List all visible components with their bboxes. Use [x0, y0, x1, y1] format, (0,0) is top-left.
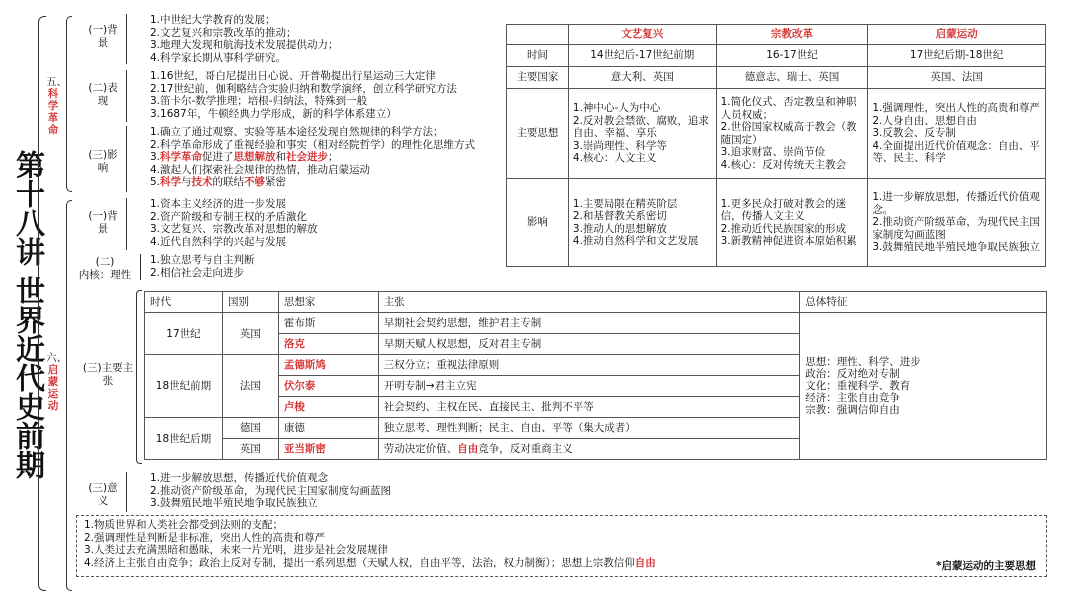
thinker-cell: 康德 — [278, 418, 378, 439]
header-reformation: 宗教改革 — [716, 25, 868, 45]
section-6-name: 启蒙运动 — [47, 364, 59, 412]
list-item: 1.物质世界和人类社会都受到法则的支配； — [84, 519, 284, 531]
claim-cell: 独立思考、理性判断；民主、自由、平等（集大成者） — [378, 418, 800, 439]
table-corner — [507, 25, 569, 45]
sec6-background-brace — [126, 198, 131, 250]
row-label-time: 时间 — [507, 45, 569, 67]
sec6-background-label: (一)背景 — [88, 210, 118, 235]
row-label-country: 主要国家 — [507, 67, 569, 89]
section-5-name: 科学革命 — [47, 88, 59, 136]
sec5-influence-brace — [126, 126, 131, 192]
header-thinker: 思想家 — [278, 292, 378, 313]
sec6-core-brace — [140, 254, 145, 280]
section-6-number: 六、 — [46, 352, 67, 364]
thinker-cell: 卢梭 — [278, 397, 378, 418]
claim-cell: 开明专制→君主立宪 — [378, 376, 800, 397]
sec6-background-list — [150, 198, 318, 248]
table-cell: 1.简化仪式、否定教皇和神职人员权威； 2.世俗国家权威高于教会（教随国定） 3.追求财富、崇尚节俭 4.核心：反对传统天主教会 — [716, 89, 868, 179]
page-title: 第十八讲 世界近代史前期 — [12, 150, 46, 480]
sec5-performance-brace — [126, 70, 131, 122]
table-cell: 1.神中心-人为中心 2.反对教会禁欲、腐败，追求自由、幸福、享乐 3.崇尚理性、科学等 4.核心：人文主义 — [568, 89, 716, 179]
thinker-cell: 霍布斯 — [278, 313, 378, 334]
list-item: 2.17世纪前，伽利略结合实验归纳和数学演绎，创立科学研究方法 — [150, 82, 457, 95]
list-item: 1.中世纪大学教育的发展； — [150, 14, 276, 26]
thinker-cell: 洛克 — [278, 334, 378, 355]
outer-brace — [38, 16, 46, 591]
philosophers-table — [144, 291, 1047, 460]
thinker-cell: 孟德斯鸠 — [278, 355, 378, 376]
era-cell: 18世纪前期 — [145, 355, 223, 418]
list-item: 4.经济上主张自由竞争；政治上反对专制，提出一系列思想（天赋人权，自由平等，法治，权力制衡）；思想上宗教信仰自由 — [84, 556, 656, 569]
list-item: 2.文艺复兴和宗教改革的推动； — [150, 26, 297, 39]
header-era: 时代 — [145, 292, 223, 313]
claim-cell: 三权分立；重视法律原则 — [378, 355, 800, 376]
list-item: 2.推动资产阶级革命，为现代民主国家制度勾画蓝图 — [150, 484, 392, 497]
header-country: 国别 — [222, 292, 278, 313]
table-cell: 意大利、英国 — [568, 67, 716, 89]
header-enlightenment: 启蒙运动 — [868, 25, 1046, 45]
header-renaissance: 文艺复兴 — [568, 25, 716, 45]
claim-cell: 劳动决定价值、自由竞争，反对重商主义 — [378, 439, 800, 460]
table-cell: 1.更多民众打破对教会的迷信，传播人文主义 2.推动近代民族国家的形成 3.新教精神促进资本原始积累 — [716, 179, 868, 267]
country-cell: 法国 — [222, 355, 278, 418]
list-item: 3.鼓舞殖民地半殖民地争取民族独立 — [150, 497, 318, 510]
table-cell: 英国、法国 — [868, 67, 1046, 89]
sec6-meaning-label: (三)意义 — [88, 482, 118, 507]
list-item: 1.进一步解放思想，传播近代价值观念 — [150, 472, 329, 484]
section-6-brace — [66, 200, 72, 591]
row-label-thought: 主要思想 — [507, 89, 569, 179]
claim-cell: 社会契约、主权在民、直接民主、批判不平等 — [378, 397, 800, 418]
thinker-cell: 伏尔泰 — [278, 376, 378, 397]
sec5-influence-label: (三)影响 — [88, 149, 118, 174]
feature-cell: 思想：理性、科学、进步 政治：反对绝对专制 文化：重视科学、教育 经济：主张自由竞争 宗教：强调信仰自由 — [800, 313, 1047, 460]
list-item: 2.相信社会走向进步 — [150, 266, 245, 279]
header-claim: 主张 — [378, 292, 800, 313]
sec6-core-list — [150, 254, 255, 279]
list-item: 3.地理大发现和航海技术发展提供动力； — [150, 39, 339, 52]
list-item: 3.1687年，牛顿经典力学形成，新的科学体系建立） — [150, 107, 397, 120]
list-item: 3.笛卡尔-数学推理；培根-归纳法，特殊到一般 — [150, 95, 368, 108]
table-cell: 德意志、瑞士、英国 — [716, 67, 868, 89]
comparison-table — [506, 24, 1046, 267]
sec6-meaning-brace — [126, 472, 131, 512]
list-item: 3.文艺复兴、宗教改革对思想的解放 — [150, 223, 318, 236]
sec6-core-label: (二) 内核：理性 — [78, 256, 132, 281]
country-cell: 英国 — [222, 313, 278, 355]
sec6-ideas-label: (三)主要主张 — [82, 362, 134, 387]
sec5-background-list — [150, 14, 339, 64]
list-item: 1.16世纪，哥白尼提出日心说、开普勒提出行星运动三大定律 — [150, 70, 436, 82]
sec5-background-label: (一)背景 — [88, 24, 118, 49]
era-cell: 17世纪 — [145, 313, 223, 355]
table-cell: 1.进一步解放思想，传播近代价值观念。 2.推动资产阶级革命，为现代民主国家制度勾画蓝图 3.鼓舞殖民地半殖民地争取民族独立 — [868, 179, 1046, 267]
list-item: 2.资产阶级和专制王权的矛盾激化 — [150, 210, 308, 223]
sec6-ideas-brace — [136, 290, 142, 464]
sec5-performance-label: (二)表现 — [88, 82, 118, 107]
list-item: 3.科学革命促进了思想解放和社会进步； — [150, 151, 339, 164]
list-item: 3.人类过去充满黑暗和愚昧，未来一片光明，进步是社会发展规律 — [84, 544, 389, 557]
list-item: 2.科学革命形成了重视经验和事实（相对经院哲学）的理性化思维方式 — [150, 138, 476, 151]
thinker-cell: 亚当斯密 — [278, 439, 378, 460]
table-cell: 1.强调理性，突出人性的高贵和尊严 2.人身自由、思想自由 3.反教会、反专制 4.全面提出近代价值观念：自由、平等、民主、科学 — [868, 89, 1046, 179]
table-cell: 1.主要局限在精英阶层 2.和基督教关系密切 3.推动人的思想解放 4.推动自然科学和文艺发展 — [568, 179, 716, 267]
table-cell: 14世纪后-17世纪前期 — [568, 45, 716, 67]
sec5-influence-list — [150, 126, 475, 189]
table-cell: 16-17世纪 — [716, 45, 868, 67]
sec5-performance-list — [150, 70, 457, 120]
sec5-background-brace — [126, 14, 131, 64]
section-6-label — [46, 352, 67, 412]
row-label-influence: 影响 — [507, 179, 569, 267]
claim-cell: 早期天赋人权思想，反对君主专制 — [378, 334, 800, 355]
list-item: 2.强调理性是判断是非标准，突出人性的高贵和尊严 — [84, 531, 326, 544]
list-item: 1.确立了通过观察、实验等基本途径发现自然规律的科学方法； — [150, 126, 444, 138]
list-item: 4.科学家长期从事科学研究。 — [150, 51, 287, 64]
section-5-label — [46, 76, 67, 136]
table-cell: 17世纪后期-18世纪 — [868, 45, 1046, 67]
list-item: 5.科学与技术的联结不够紧密 — [150, 176, 287, 189]
summary-list — [84, 519, 656, 569]
summary-note: *启蒙运动的主要思想 — [936, 560, 1036, 572]
list-item: 1.资本主义经济的进一步发展 — [150, 198, 287, 210]
list-item: 4.近代自然科学的兴起与发展 — [150, 235, 287, 248]
section-5-brace — [66, 16, 72, 192]
country-cell: 德国 — [222, 418, 278, 439]
era-cell: 18世纪后期 — [145, 418, 223, 460]
section-5-number: 五、 — [46, 76, 67, 88]
sec6-meaning-list — [150, 472, 391, 510]
country-cell: 英国 — [222, 439, 278, 460]
header-feature: 总体特征 — [800, 292, 1047, 313]
claim-cell: 早期社会契约思想，维护君主专制 — [378, 313, 800, 334]
list-item: 4.激起人们探索社会规律的热情，推动启蒙运动 — [150, 163, 371, 176]
list-item: 1.独立思考与自主判断 — [150, 254, 255, 266]
